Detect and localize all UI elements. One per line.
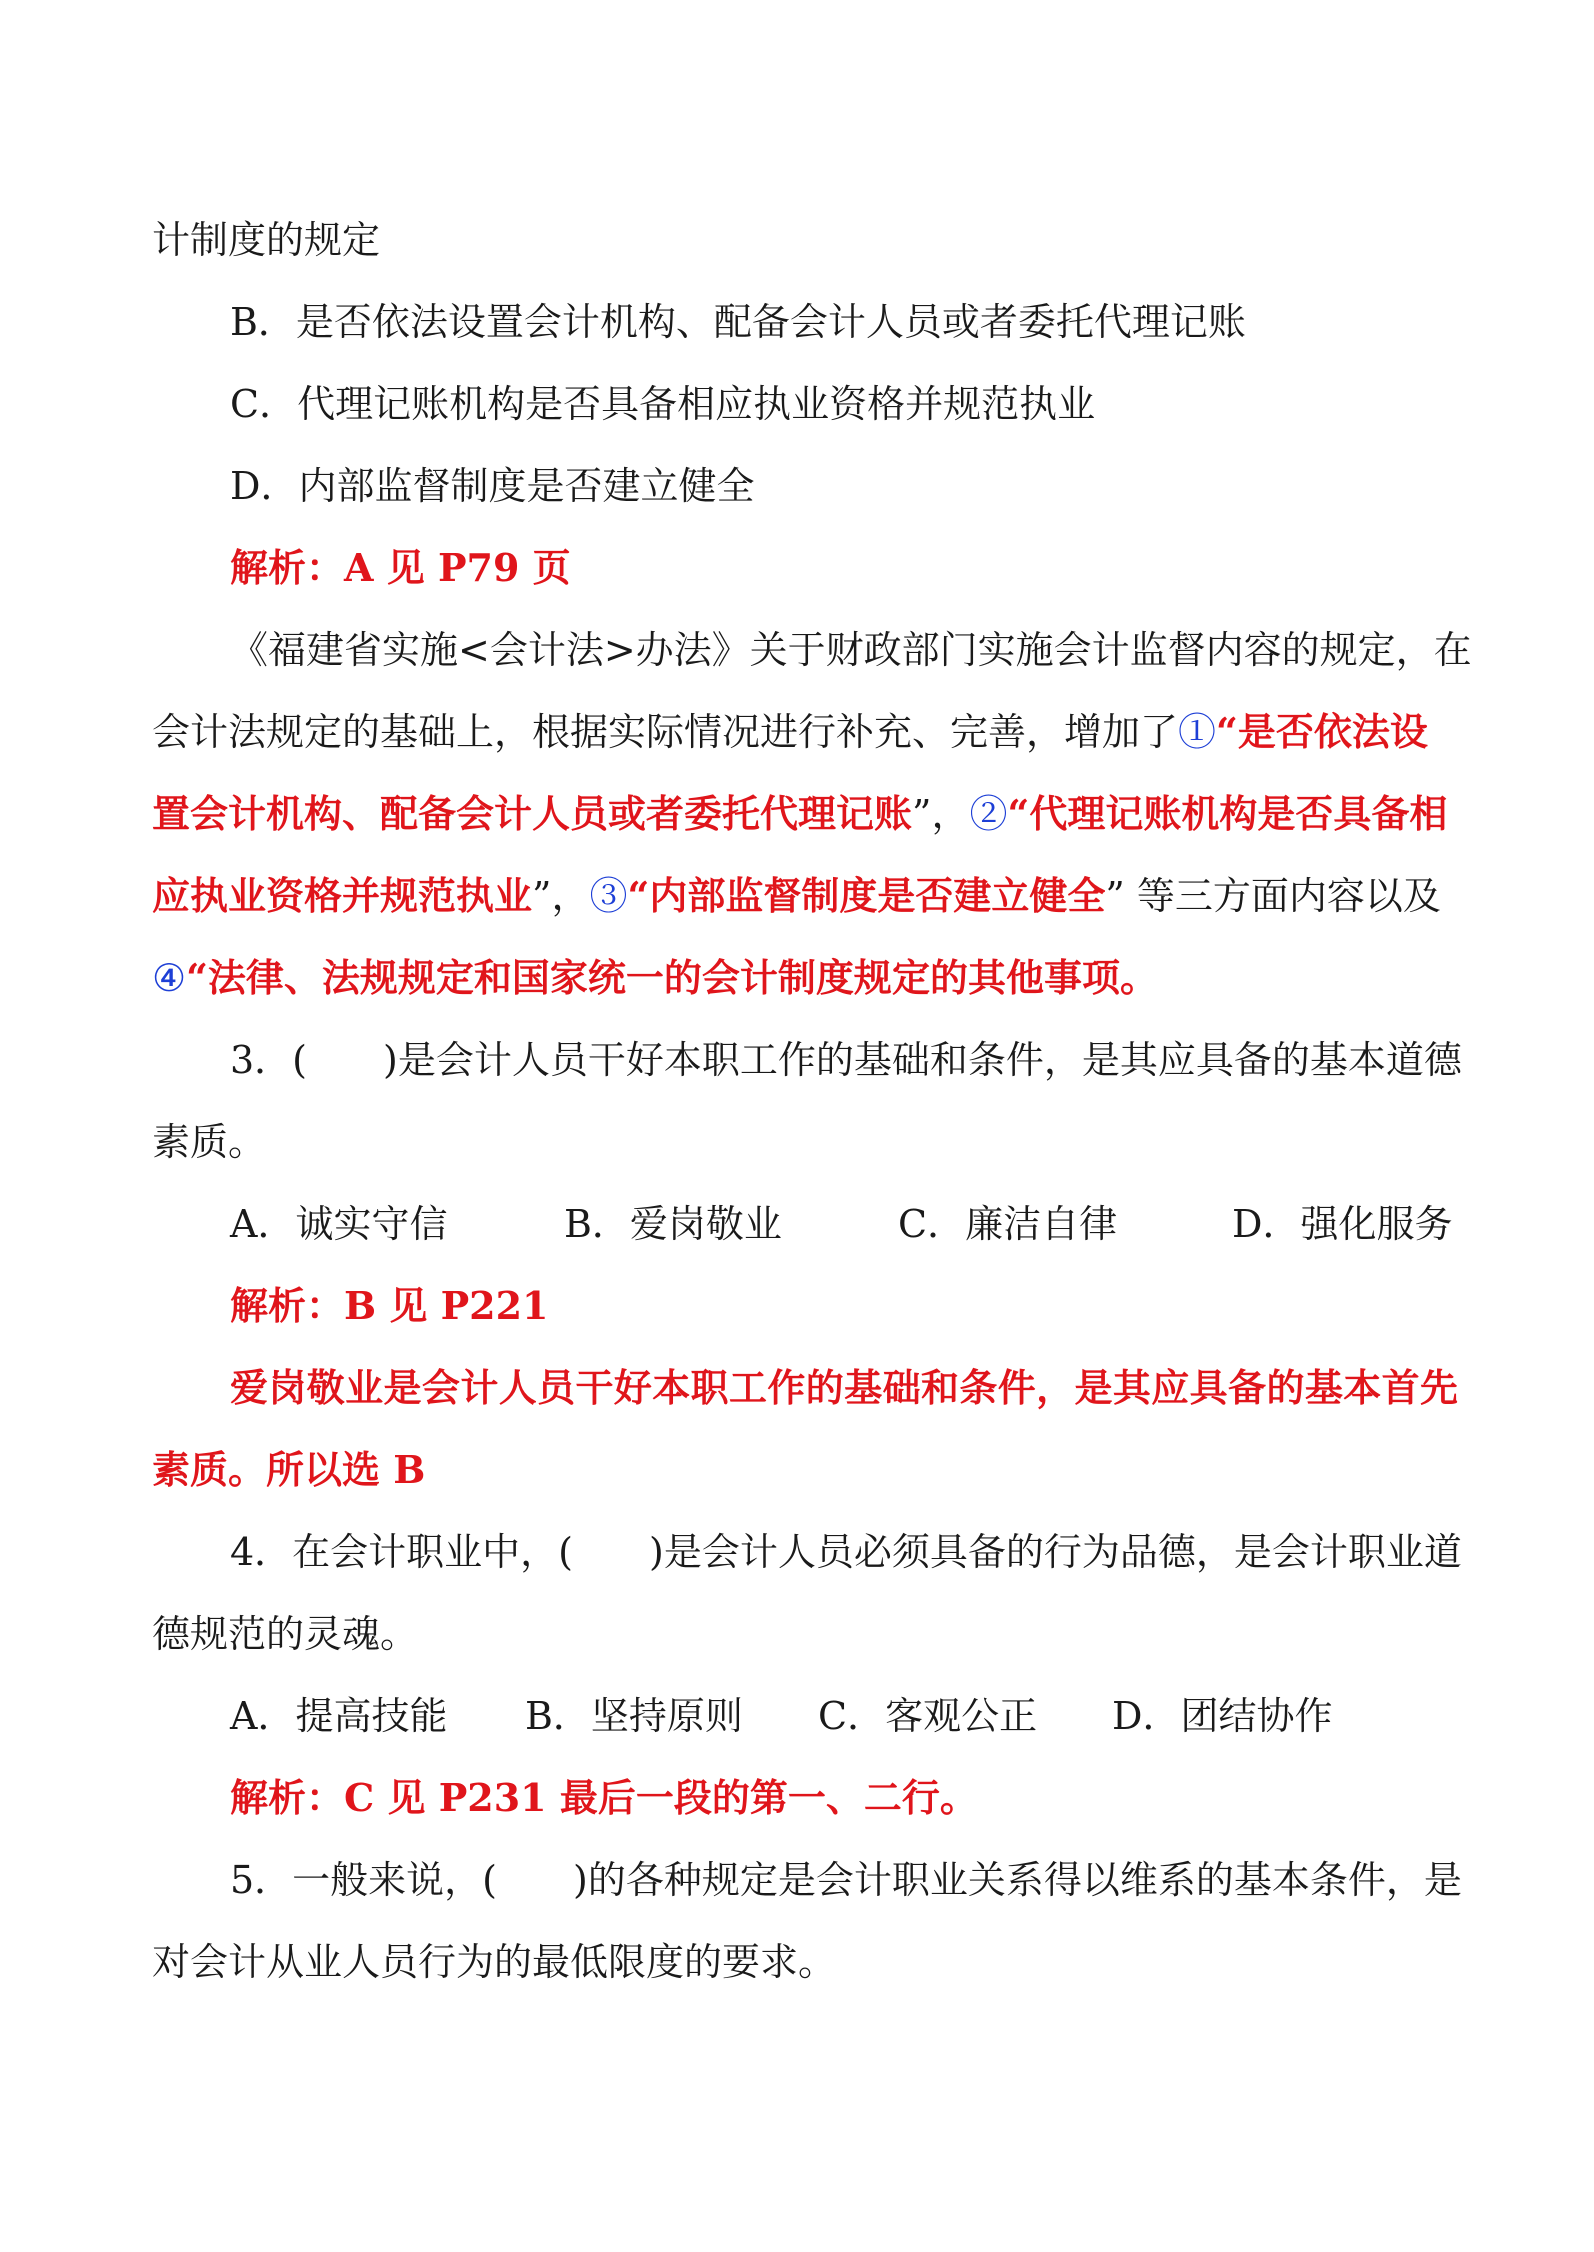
q4-option-c: C．客观公正 — [818, 1694, 1038, 1738]
explanation-text: ”， — [532, 874, 590, 918]
q3-explanation-line-1: 爱岗敬业是会计人员干好本职工作的基础和条件，是其应具备的基本首先 — [230, 1365, 1458, 1410]
highlight-text: “是否依法设 — [1216, 709, 1428, 754]
q2-explanation-line-2 — [152, 708, 1594, 756]
q2-explanation-line-5 — [152, 954, 1594, 1002]
q4-stem-line-1: 4．在会计职业中，( )是会计人员必须具备的行为品德，是会计职业道 — [230, 1530, 1462, 1574]
q3-explanation-line-2: 素质。所以选 B — [152, 1447, 426, 1492]
q2-option-b: B．是否依法设置会计机构、配备会计人员或者委托代理记账 — [230, 300, 1246, 344]
q3-stem-line-1: 3．( )是会计人员干好本职工作的基础和条件，是其应具备的基本道德 — [230, 1038, 1462, 1082]
q5-stem-line-2: 对会计从业人员行为的最低限度的要求。 — [152, 1940, 837, 1984]
circled-number-1: ① — [1178, 710, 1217, 754]
explanation-text: ” 等三方面内容以及 — [1105, 874, 1441, 918]
q4-stem-line-2: 德规范的灵魂。 — [152, 1612, 419, 1656]
q4-option-d: D．团结协作 — [1112, 1694, 1333, 1738]
q2-option-d: D．内部监督制度是否建立健全 — [230, 464, 755, 508]
explanation-text: 会计法规定的基础上，根据实际情况进行补充、完善，增加了 — [152, 710, 1179, 754]
q2-explanation-line-1: 《福建省实施<会计法>办法》关于财政部门实施会计监督内容的规定，在 — [230, 628, 1472, 672]
q3-answer: 解析：B 见 P221 — [230, 1283, 549, 1328]
highlight-text: 置会计机构、配备会计人员或者委托代理记账 — [152, 791, 913, 836]
q2-answer: 解析：A 见 P79 页 — [230, 545, 571, 590]
q4-option-b: B．坚持原则 — [525, 1694, 743, 1738]
highlight-text: 应执业资格并规范执业 — [152, 873, 533, 918]
q3-stem-line-2: 素质。 — [152, 1120, 267, 1164]
circled-number-4: ④ — [152, 956, 187, 1000]
highlight-text: “内部监督制度是否建立健全 — [627, 873, 1106, 918]
circled-number-3: ③ — [589, 874, 628, 918]
highlight-text: “法律、法规规定和国家统一的会计制度规定的其他事项。 — [186, 955, 1158, 1000]
highlight-text: “代理记账机构是否具备相 — [1007, 791, 1448, 836]
q4-answer: 解析：C 见 P231 最后一段的第一、二行。 — [230, 1775, 978, 1820]
circled-number-2: ② — [969, 792, 1008, 836]
q2-explanation-line-4 — [152, 872, 1594, 920]
explanation-text: ”， — [912, 792, 970, 836]
q3-option-c: C．廉洁自律 — [898, 1202, 1118, 1246]
q2-stem-tail: 计制度的规定 — [152, 218, 381, 262]
q5-stem-line-1: 5．一般来说，( )的各种规定是会计职业关系得以维系的基本条件，是 — [230, 1858, 1462, 1902]
q2-explanation-line-3 — [152, 790, 1594, 838]
q3-option-d: D．强化服务 — [1232, 1202, 1453, 1246]
q4-option-a: A．提高技能 — [230, 1694, 448, 1738]
q3-option-b: B．爱岗敬业 — [564, 1202, 782, 1246]
q3-option-a: A．诚实守信 — [230, 1202, 448, 1246]
q2-option-c: C．代理记账机构是否具备相应执业资格并规范执业 — [230, 382, 1096, 426]
